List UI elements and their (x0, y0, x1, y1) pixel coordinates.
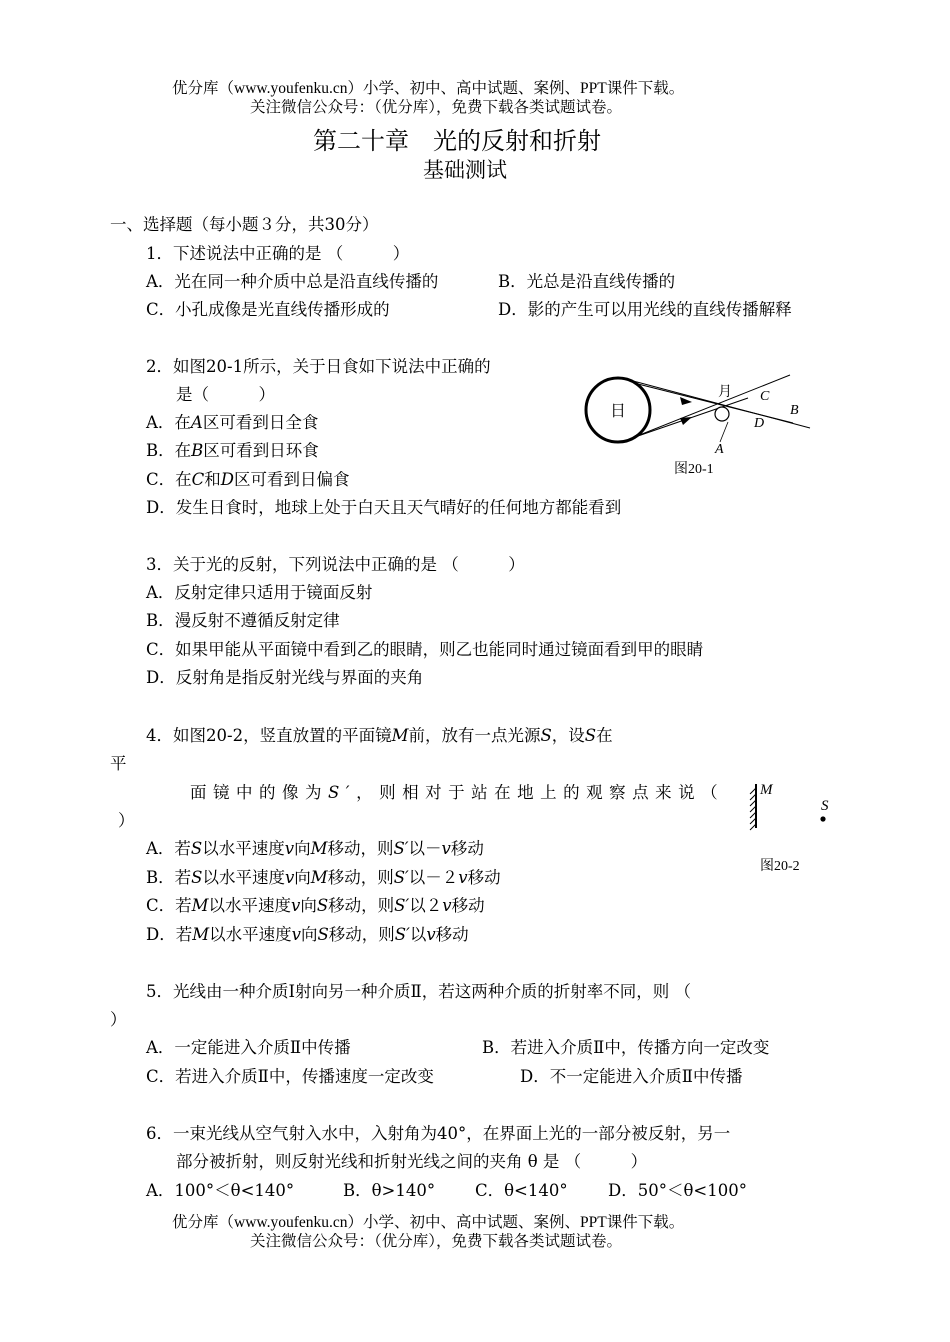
q2-option-b: B．在B区可看到日环食 (146, 441, 319, 460)
label-d: D (754, 416, 765, 431)
page-title: 第二十章 光的反射和折射 (313, 127, 601, 155)
q4-stem-line-2b: ） (118, 811, 135, 830)
q4-option-a: A．若S以水平速度v向M移动，则S′以－v移动 (146, 839, 484, 858)
figure-20-2-mirror-diagram (740, 778, 840, 878)
q2-option-a: A．在A区可看到日全食 (146, 413, 319, 432)
q3-option-b: B．漫反射不遵循反射定律 (146, 611, 340, 630)
header-line-1: 优分库（www.youfenku.cn）小学、初中、高中试题、案例、PPT课件下载。 (172, 80, 685, 97)
section-heading: 一、选择题（每小题３分，共30分） (110, 215, 379, 234)
q4-stem-line-1b: 平 (110, 754, 127, 773)
q4-stem-line-2: 面镜中的像为S′，则相对于站在地上的观察点来说（ (190, 783, 725, 802)
mirror-label-m: M (760, 782, 773, 798)
ray-lower-inner (638, 398, 748, 436)
q5-option-b: B．若进入介质Ⅱ中，传播方向一定改变 (482, 1038, 770, 1057)
label-b: B (790, 403, 799, 418)
figure-20-1-eclipse-diagram (578, 370, 828, 480)
arrow-upper (680, 397, 692, 405)
footer-line-1: 优分库（www.youfenku.cn）小学、初中、高中试题、案例、PPT课件下载。 (172, 1214, 685, 1231)
q5-option-a: A．一定能进入介质Ⅱ中传播 (146, 1038, 351, 1057)
q1-option-b: B．光总是沿直线传播的 (498, 272, 676, 291)
header-line-2: 关注微信公众号：（优分库），免费下载各类试题试卷。 (250, 99, 623, 116)
q1-option-a: A．光在同一种介质中总是沿直线传播的 (146, 272, 439, 291)
figure-20-1-caption: 图20-1 (674, 462, 714, 477)
q2-option-c: C．在C和D区可看到日偏食 (146, 470, 350, 489)
q6-stem-line-1: 6．一束光线从空气射入水中，入射角为40°，在界面上光的一部分被反射，另一 (146, 1124, 731, 1143)
label-c: C (760, 389, 770, 404)
q6-stem-line-2: 部分被折射，则反射光线和折射光线之间的夹角 θ 是 （ ） (176, 1152, 648, 1171)
footer-line-2: 关注微信公众号：（优分库），免费下载各类试题试卷。 (250, 1233, 623, 1250)
q5-option-c: C．若进入介质Ⅱ中，传播速度一定改变 (146, 1067, 434, 1086)
q5-option-d: D．不一定能进入介质Ⅱ中传播 (520, 1067, 743, 1086)
leader-a (720, 422, 728, 442)
q1-option-d: D．影的产生可以用光线的直线传播解释 (498, 300, 792, 319)
q4-stem-line-1: 4．如图20-2，竖直放置的平面镜M前，放有一点光源S，设S在 (146, 726, 613, 745)
arrow-lower (680, 417, 692, 425)
moon-label: 月 (718, 385, 732, 400)
q4-option-b: B．若S以水平速度v向M移动，则S′以－２v移动 (146, 868, 501, 887)
q6-option-d: D．50°＜θ<100° (608, 1181, 747, 1200)
page-subtitle: 基础测试 (423, 158, 507, 182)
q1-option-c: C．小孔成像是光直线传播形成的 (146, 300, 390, 319)
q5-stem: 5．光线由一种介质Ⅰ射向另一种介质Ⅱ，若这两种介质的折射率不同，则 （ (146, 982, 691, 1001)
source-label-s: S (821, 798, 829, 814)
point-source-dot (820, 816, 825, 821)
q4-option-c: C．若M以水平速度v向S移动，则S′以２v移动 (146, 896, 485, 915)
q3-option-c: C．如果甲能从平面镜中看到乙的眼睛，则乙也能同时通过镜面看到甲的眼睛 (146, 640, 704, 659)
q3-stem: 3．关于光的反射，下列说法中正确的是 （ ） (146, 555, 525, 574)
q6-option-b: B．θ>140° (343, 1181, 436, 1200)
figure-20-2-caption: 图20-2 (760, 859, 800, 874)
q2-stem-line-2: 是（ ） (176, 385, 275, 404)
moon-circle (715, 407, 729, 421)
q4-option-d: D．若M以水平速度v向S移动，则S′以v移动 (146, 925, 469, 944)
q3-option-a: A．反射定律只适用于镜面反射 (146, 583, 373, 602)
q6-option-a: A．100°＜θ<140° (146, 1181, 295, 1200)
q2-option-d: D．发生日食时，地球上处于白天且天气晴好的任何地方都能看到 (146, 498, 622, 517)
sun-label: 日 (609, 403, 627, 420)
q3-option-d: D．反射角是指反射光线与界面的夹角 (146, 668, 424, 687)
q2-stem-line-1: 2．如图20-1所示，关于日食如下说法中正确的 (146, 357, 491, 376)
label-a: A (715, 442, 724, 457)
q5-stem-b: ） (110, 1010, 127, 1029)
q1-stem: 1．下述说法中正确的是 （ ） (146, 244, 410, 263)
q6-option-c: C．θ<140° (475, 1181, 568, 1200)
